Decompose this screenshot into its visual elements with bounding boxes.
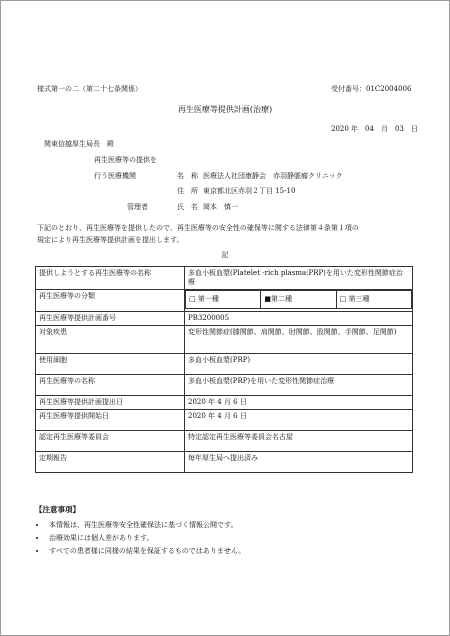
table-row (36, 410, 413, 431)
list-item: • すべての患者様に同様の結果を保証するものではありません。 (47, 545, 245, 558)
body-line-2: 規定により再生医療等提供計画を提出します。 (37, 236, 184, 244)
row-label: 再生医療等の名称 (36, 375, 185, 396)
table-row (36, 354, 413, 375)
manager-role: 管理者 (127, 203, 148, 211)
row-value: 毎年厚生局へ提出済み (185, 452, 413, 473)
classification-options (185, 290, 412, 309)
row-value: 2020 年 4 月 6 日 (185, 396, 413, 410)
clinic-name: 医療法人社団康静会 赤羽静脈瘤クリニック (203, 172, 343, 180)
form-number: 様式第一の二（第二十七条関係） (37, 85, 142, 93)
ki-mark: 記 (221, 251, 229, 259)
addressee: 関東信越厚生局長 殿 (44, 140, 114, 148)
table-row (36, 375, 413, 396)
row-label: 認定再生医療等委員会 (36, 431, 185, 452)
row-label: 使用細胞 (36, 354, 185, 375)
list-item: • 本情報は、再生医療等安全性確保法に基づく情報公開です。 (47, 519, 245, 532)
name-label: 名 称 (177, 172, 198, 180)
row-value: 多血小板血漿(PRP) (185, 354, 413, 375)
notes-title: 【注意事項】 (35, 505, 80, 514)
class-1-option: □ 第一種 (186, 291, 261, 309)
list-item: • 治療効果には個人差があります。 (47, 532, 245, 545)
table-row (36, 431, 413, 452)
row-label: 定期報告 (36, 452, 185, 473)
provider-intro-1: 再生医療等の提供を (94, 156, 157, 164)
plan-table (35, 266, 413, 473)
row-label: 再生医療等提供計画番号 (36, 312, 185, 326)
table-row (36, 267, 413, 290)
row-value: 2020 年 4 月 6 日 (185, 410, 413, 431)
table-row (36, 312, 413, 326)
clinic-address: 東京都北区赤羽２丁目 15-10 (203, 187, 296, 195)
row-label: 対象疾患 (36, 326, 185, 354)
address-label: 住 所 (177, 187, 198, 195)
receipt-number: 受付番号：01C2004006 (331, 85, 412, 93)
table-row (36, 396, 413, 410)
table-row (36, 452, 413, 473)
body-line-1: 下記のとおり、再生医療等を提供したので、再生医療等の安全性の確保等に関する法律第４条第１項の (37, 224, 359, 232)
row-label: 提供しようとする再生医療等の名称 (36, 267, 185, 290)
row-value: 特定認定再生医療等委員会名古屋 (185, 431, 413, 452)
provider-intro-2: 行う医療機関 (94, 172, 136, 180)
row-value: 変形性関節症(膝関節、肩関節、肘関節、股関節、手関節、足関節) (185, 326, 413, 354)
row-value: 多血小板血漿(Platelet -rich plasma:PRP)を用いた変形性関節症治療 (185, 267, 413, 290)
row-label: 再生医療等の分類 (36, 290, 185, 312)
submission-date: 2020 年 04 月 03 日 (331, 125, 418, 133)
class-2-option: ■第二種 (261, 291, 336, 309)
table-row (36, 326, 413, 354)
row-value: 多血小板血漿(PRP)を用いた変形性関節症治療 (185, 375, 413, 396)
table-row (36, 290, 413, 312)
manager-label: 氏 名 (177, 203, 198, 211)
manager-name: 岡本 慎一 (203, 203, 238, 211)
row-label: 再生医療等提供計画提出日 (36, 396, 185, 410)
row-label: 再生医療等提供開始日 (36, 410, 185, 431)
notes-list (35, 519, 245, 558)
class-3-option: □ 第三種 (336, 291, 411, 309)
row-value: PB3200005 (185, 312, 413, 326)
document-title: 再生医療等提供計画(治療) (177, 105, 273, 114)
